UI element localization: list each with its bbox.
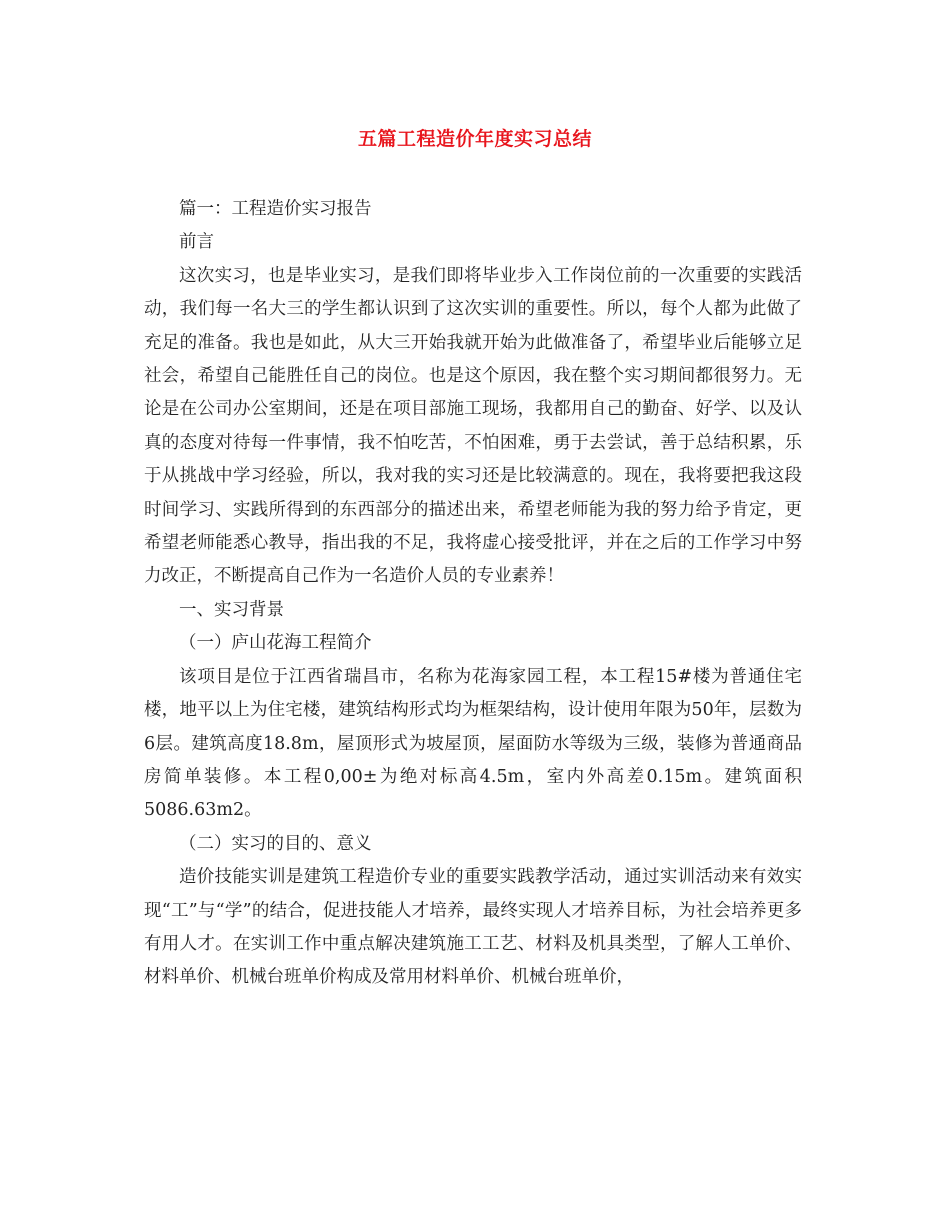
document-title: 五篇工程造价年度实习总结 xyxy=(357,128,592,150)
subsection-2-heading: （二）实习的目的、意义 xyxy=(179,833,372,854)
section-title: 篇一：工程造价实习报告 xyxy=(179,199,372,219)
document-body xyxy=(144,193,802,995)
subsection-2-paragraph: 造价技能实训是建筑工程造价专业的重要实践教学活动，通过实训活动来有效实现“工”与“学”的结合，促进技能人才培养，最终实现人才培养目标，为社会培养更多有用人才。在实训工作中重点解决建筑施工工艺、材料及机具类型，了解人工单价、材料单价、机械台班单价构成及常用材料单价、机械台班单价， xyxy=(144,867,802,988)
subsection-1-heading: （一）庐山花海工程简介 xyxy=(179,633,372,654)
preface-paragraph: 这次实习，也是毕业实习，是我们即将毕业步入工作岗位前的一次重要的实践活动，我们每一名大三的学生都认识到了这次实训的重要性。所以，每个人都为此做了充足的准备。我也是如此，从大三开始我就开始为此做准备了，希望毕业后能够立足社会，希望自己能胜任自己的岗位。也是这个原因，我在整个实习期间都很努力。无论是在公司办公室期间，还是在项目部施工现场，我都用自己的勤奋、好学、以及认真的态度对待每一件事情，我不怕吃苦，不怕困难，勇于去尝试，善于总结积累，乐于从挑战中学习经验，所以，我对我的实习还是比较满意的。现在，我将要把我这段时间学习、实践所得到的东西部分的描述出来，希望老师能为我的努力给予肯定，更希望老师能悉心教导，指出我的不足，我将虚心接受批评，并在之后的工作学习中努力改正，不断提高自己作为一名造价人员的专业素养！ xyxy=(144,265,802,587)
preface-heading: 前言 xyxy=(179,232,214,253)
subsection-1-paragraph: 该项目是位于江西省瑞昌市，名称为花海家园工程，本工程15#楼为普通住宅楼，地平以上为住宅楼，建筑结构形式均为框架结构，设计使用年限为50年，层数为6层。建筑高度18.8m，屋顶形式为坡屋顶，屋面防水等级为三级，装修为普通商品房简单装修。本工程0,00±为绝对标高4.5m，室内外高差0.15m。建筑面积5086.63m2。 xyxy=(144,666,802,821)
section-1-heading: 一、实习背景 xyxy=(179,599,284,620)
